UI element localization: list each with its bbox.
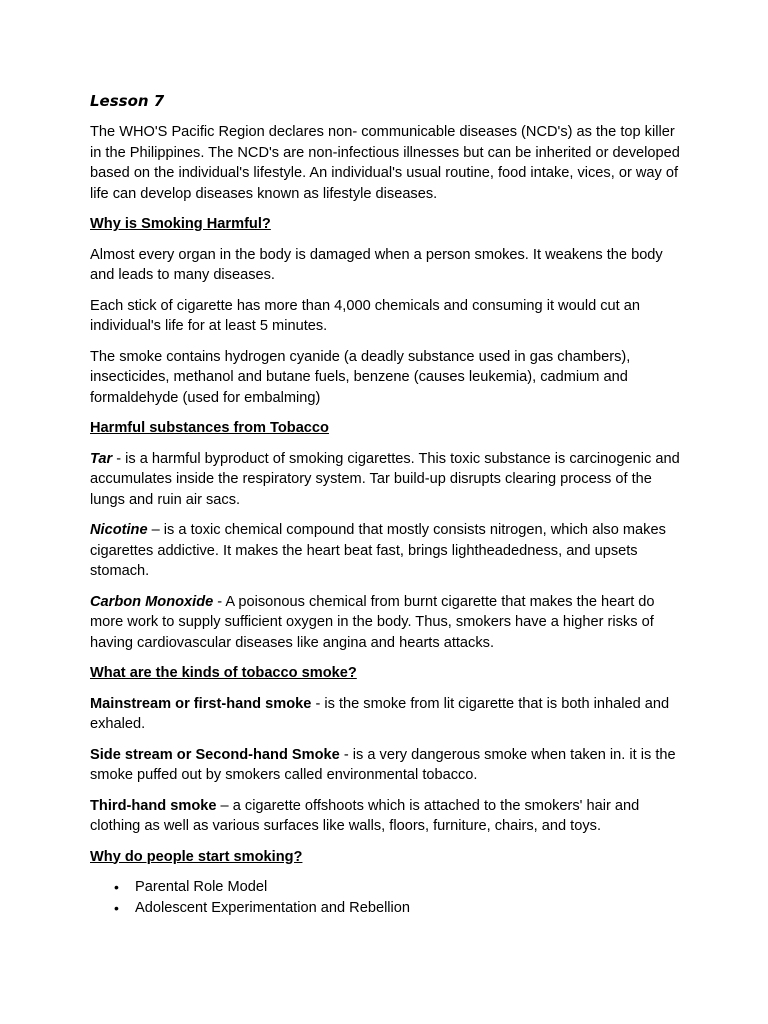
term-definition: - A poisonous chemical from burnt cigarette that makes the heart do more work to supply sufficient oxygen in the body. Thus, smokers have a higher risks of having cardiovascular diseases like angina and hearts attacks. [90, 593, 655, 651]
section-heading-why-start [90, 847, 682, 868]
term-definition: - is a harmful byproduct of smoking cigarettes. This toxic substance is carcinogenic and accumulates inside the respiratory system. Tar build-up disrupts clearing process of the lungs and ruin air sacs. [90, 450, 680, 508]
term-label: Side stream or Second-hand Smoke [90, 746, 340, 763]
term-label: Mainstream or first-hand smoke [90, 695, 312, 712]
kind-side-stream [90, 745, 682, 786]
intro-paragraph: The WHO'S Pacific Region declares non- communicable diseases (NCD's) as the top killer in the Philippines. The NCD's are non-infectious illnesses but can be inherited or developed based on the individual's lifestyle. An individual's usual routine, food intake, vices, or way of life can develop diseases known as lifestyle diseases. [90, 124, 680, 202]
term-label: Nicotine [90, 522, 148, 538]
substance-nicotine [90, 520, 682, 582]
section-heading-why-harmful [90, 214, 682, 235]
heading-text: Harmful substances from Tobacco [90, 420, 329, 436]
substance-tar [90, 449, 682, 511]
harmful-paragraph-2: Each stick of cigarette has more than 4,000 chemicals and consuming it would cut an individual's life for at least 5 minutes. [90, 297, 640, 334]
lesson-title: Lesson 7 [90, 92, 165, 110]
bullet-icon: • [114, 899, 119, 916]
term-label: Tar [90, 450, 113, 467]
kind-mainstream [90, 694, 682, 735]
document-page [90, 90, 682, 918]
kind-third-hand [90, 796, 682, 837]
term-label: Carbon Monoxide [90, 593, 214, 610]
list-item [114, 877, 682, 898]
reasons-list [90, 877, 682, 918]
list-item [114, 898, 682, 919]
section-heading-substances [90, 418, 682, 439]
term-definition: – is a toxic chemical compound that mostly consists nitrogen, which also makes cigarettes addictive. It makes the heart beat fast, brings lightheadedness, and upsets stomach. [90, 522, 666, 579]
term-label: Third-hand smoke [90, 797, 217, 814]
section-heading-kinds [90, 663, 682, 684]
term-definition: – a cigarette offshoots which is attached to the smokers' hair and clothing as well as various surfaces like walls, floors, furniture, chairs, and toys. [90, 797, 640, 834]
heading-text: Why is Smoking Harmful? [90, 216, 271, 232]
substance-carbon-monoxide [90, 592, 682, 654]
term-definition: - is the smoke from lit cigarette that is both inhaled and exhaled. [90, 695, 670, 732]
heading-text: Why do people start smoking? [90, 848, 303, 865]
harmful-paragraph-3: The smoke contains hydrogen cyanide (a deadly substance used in gas chambers), insecticides, methanol and butane fuels, benzene (causes leukemia), cadmium and formaldehyde (used for embalming) [90, 348, 631, 406]
heading-text: What are the kinds of tobacco smoke? [90, 665, 357, 681]
bullet-icon: • [114, 879, 119, 895]
harmful-paragraph-1: Almost every organ in the body is damaged when a person smokes. It weakens the body and leads to many diseases. [90, 246, 663, 283]
list-item-text: Parental Role Model [135, 879, 268, 895]
list-item-text: Adolescent Experimentation and Rebellion [135, 899, 411, 916]
term-definition: - is a very dangerous smoke when taken in. it is the smoke puffed out by smokers called environmental tobacco. [90, 746, 676, 783]
